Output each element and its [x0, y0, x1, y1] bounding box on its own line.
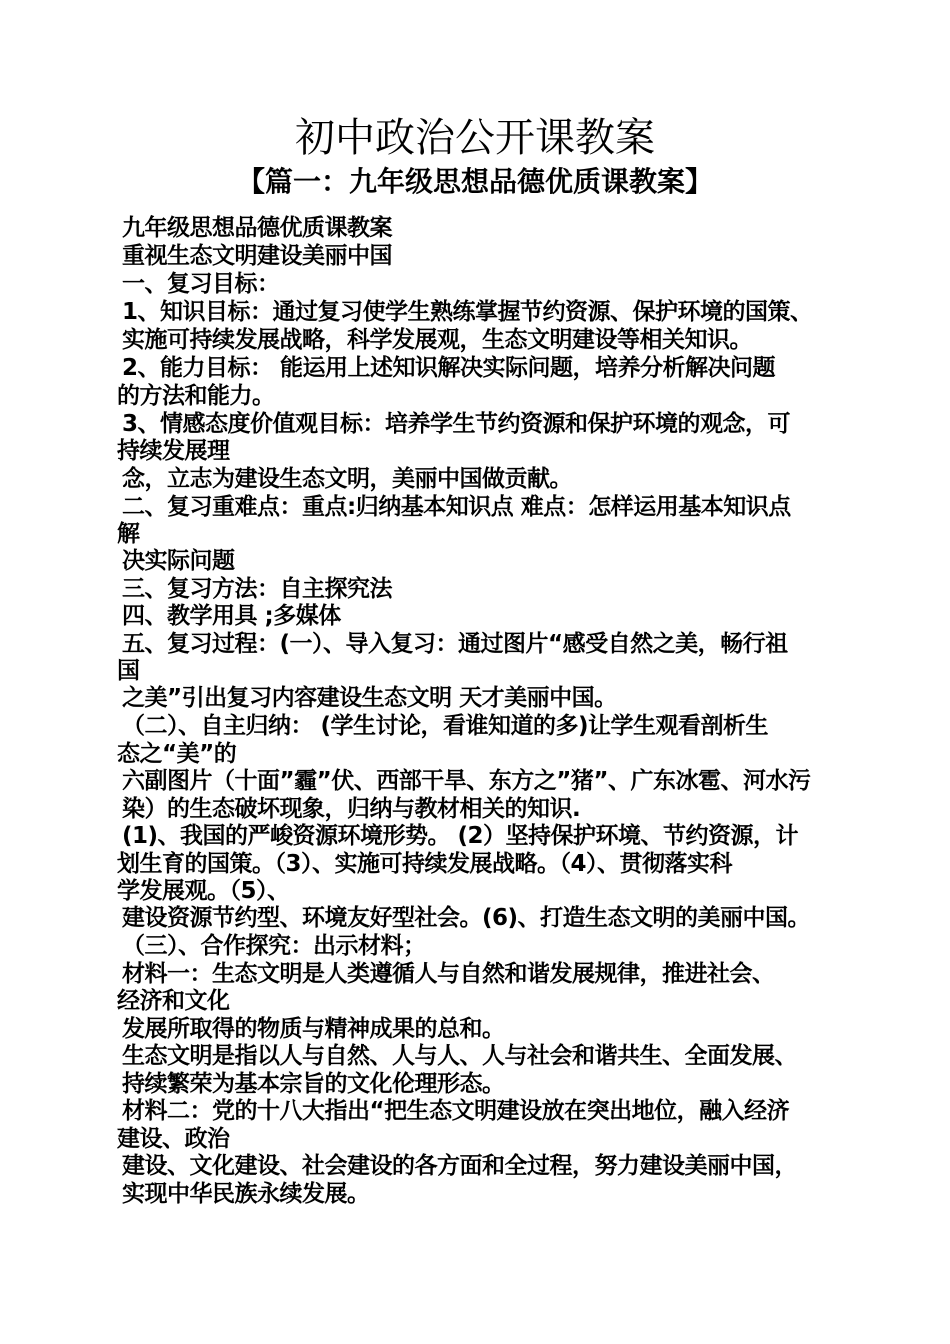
body-line: 建设、政治: [117, 1126, 230, 1152]
body-line: 实现中华民族永续发展。: [122, 1181, 370, 1207]
body-line: 六副图片（十面”霾”伏、西部干旱、东方之”猪”、广东冰雹、河水污: [122, 768, 811, 794]
document-subtitle: 【篇一：九年级思想品德优质课教案】: [236, 165, 713, 198]
body-line: 解: [117, 521, 140, 547]
document-title: 初中政治公开课教案: [295, 115, 655, 161]
body-line: 重视生态文明建设美丽中国: [122, 243, 392, 269]
body-line: 九年级思想品德优质课教案: [122, 215, 392, 241]
body-line: 3、情感态度价值观目标：培养学生节约资源和保护环境的观念，可: [122, 411, 791, 437]
body-line: 国: [117, 658, 140, 684]
body-line: 五、复习过程：(一）、导入复习：通过图片“感受自然之美，畅行祖: [122, 631, 788, 657]
body-line: 决实际问题: [122, 548, 235, 574]
body-line: 生态文明是指以人与自然、人与人、人与社会和谐共生、全面发展、: [122, 1043, 797, 1069]
body-line: 持续发展理: [117, 438, 230, 464]
body-line: 之美”引出复习内容建设生态文明 天才美丽中国。: [122, 685, 617, 711]
body-line: （三）、合作探究：出示材料；: [122, 933, 426, 959]
body-line: 一、复习目标：: [122, 271, 280, 297]
body-line: 染）的生态破坏现象，归纳与教材相关的知识.: [122, 796, 581, 822]
body-line: 划生育的国策。（3）、实施可持续发展战略。（4）、贯彻落实科: [117, 851, 733, 877]
body-line: 念，立志为建设生态文明，美丽中国做贡献。: [122, 466, 572, 492]
body-line: 三、复习方法：自主探究法: [122, 576, 392, 602]
body-line: 2、能力目标： 能运用上述知识解决实际问题，培养分析解决问题: [122, 355, 776, 381]
body-line: 1、知识目标：通过复习使学生熟练掌握节约资源、保护环境的国策、: [122, 299, 813, 325]
body-line: 持续繁荣为基本宗旨的文化伦理形态。: [122, 1071, 505, 1097]
body-line: 二、复习重难点：重点:归纳基本知识点 难点：怎样运用基本知识点: [122, 494, 791, 520]
body-line: 建设资源节约型、环境友好型社会。(6)、打造生态文明的美丽中国。: [122, 905, 811, 931]
body-line: （二）、自主归纳： (学生讨论，看谁知道的多)让学生观看剖析生: [122, 713, 769, 739]
body-line: 态之“美”的: [117, 741, 237, 767]
body-line: 材料二：党的十八大指出“把生态文明建设放在突出地位，融入经济: [122, 1098, 790, 1124]
body-line: 四、教学用具 ;多媒体: [122, 603, 341, 629]
body-line: 经济和文化: [117, 988, 230, 1014]
body-line: 发展所取得的物质与精神成果的总和。: [122, 1016, 505, 1042]
body-line: 建设、文化建设、社会建设的各方面和全过程，努力建设美丽中国，: [122, 1153, 797, 1179]
body-line: 的方法和能力。: [117, 383, 275, 409]
body-line: 学发展观。（5）、: [117, 878, 290, 904]
body-line: 实施可持续发展战略，科学发展观，生态文明建设等相关知识。: [122, 327, 752, 353]
body-line: 材料一：生态文明是人类遵循人与自然和谐发展规律，推进社会、: [122, 961, 775, 987]
body-line: (1)、我国的严峻资源环境形势。 (2）坚持保护环境、节约资源，计: [122, 823, 799, 849]
